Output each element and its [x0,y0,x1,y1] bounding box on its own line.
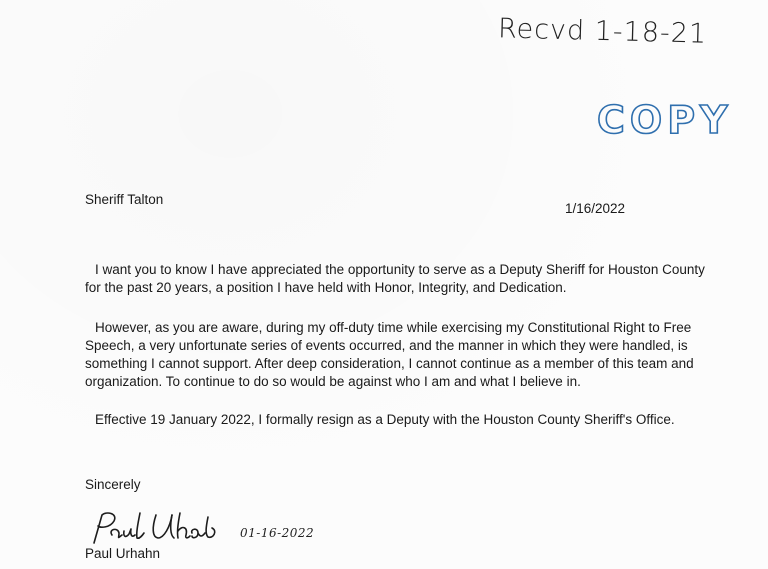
received-handwritten-note: Recvd 1-18-21 [497,13,708,50]
copy-stamp: COPY [597,98,733,142]
signer-name: Paul Urhahn [85,546,161,561]
paragraph-2-line: organization. To continue to do so would be against who I am and what I believe in. [85,374,581,389]
paragraph-3 [85,411,675,429]
paragraph-2 [85,319,694,391]
closing: Sincerely [85,477,141,492]
salutation: Sheriff Talton [85,192,164,207]
paragraph-2-line: Speech, a very unfortunate series of events occurred, and the manner in which they were handled, is [85,338,688,353]
paragraph-1-line: for the past 20 years, a position I have held with Honor, Integrity, and Dedication. [85,280,567,295]
paragraph-2-line: However, as you are aware, during my off-duty time while exercising my Constitutional Right to Free [95,320,692,335]
handwritten-signature [88,509,238,547]
paragraph-3-line: Effective 19 January 2022, I formally resign as a Deputy with the Houston County Sheriff's Office. [95,412,675,427]
paragraph-1 [85,261,705,297]
paragraph-2-line: something I cannot support. After deep consideration, I cannot continue as a member of this team and [85,356,694,371]
signature-date: 01-16-2022 [240,526,315,540]
paragraph-1-line: I want you to know I have appreciated the opportunity to serve as a Deputy Sheriff for Houston County [95,262,705,277]
letter-date: 1/16/2022 [565,201,626,216]
